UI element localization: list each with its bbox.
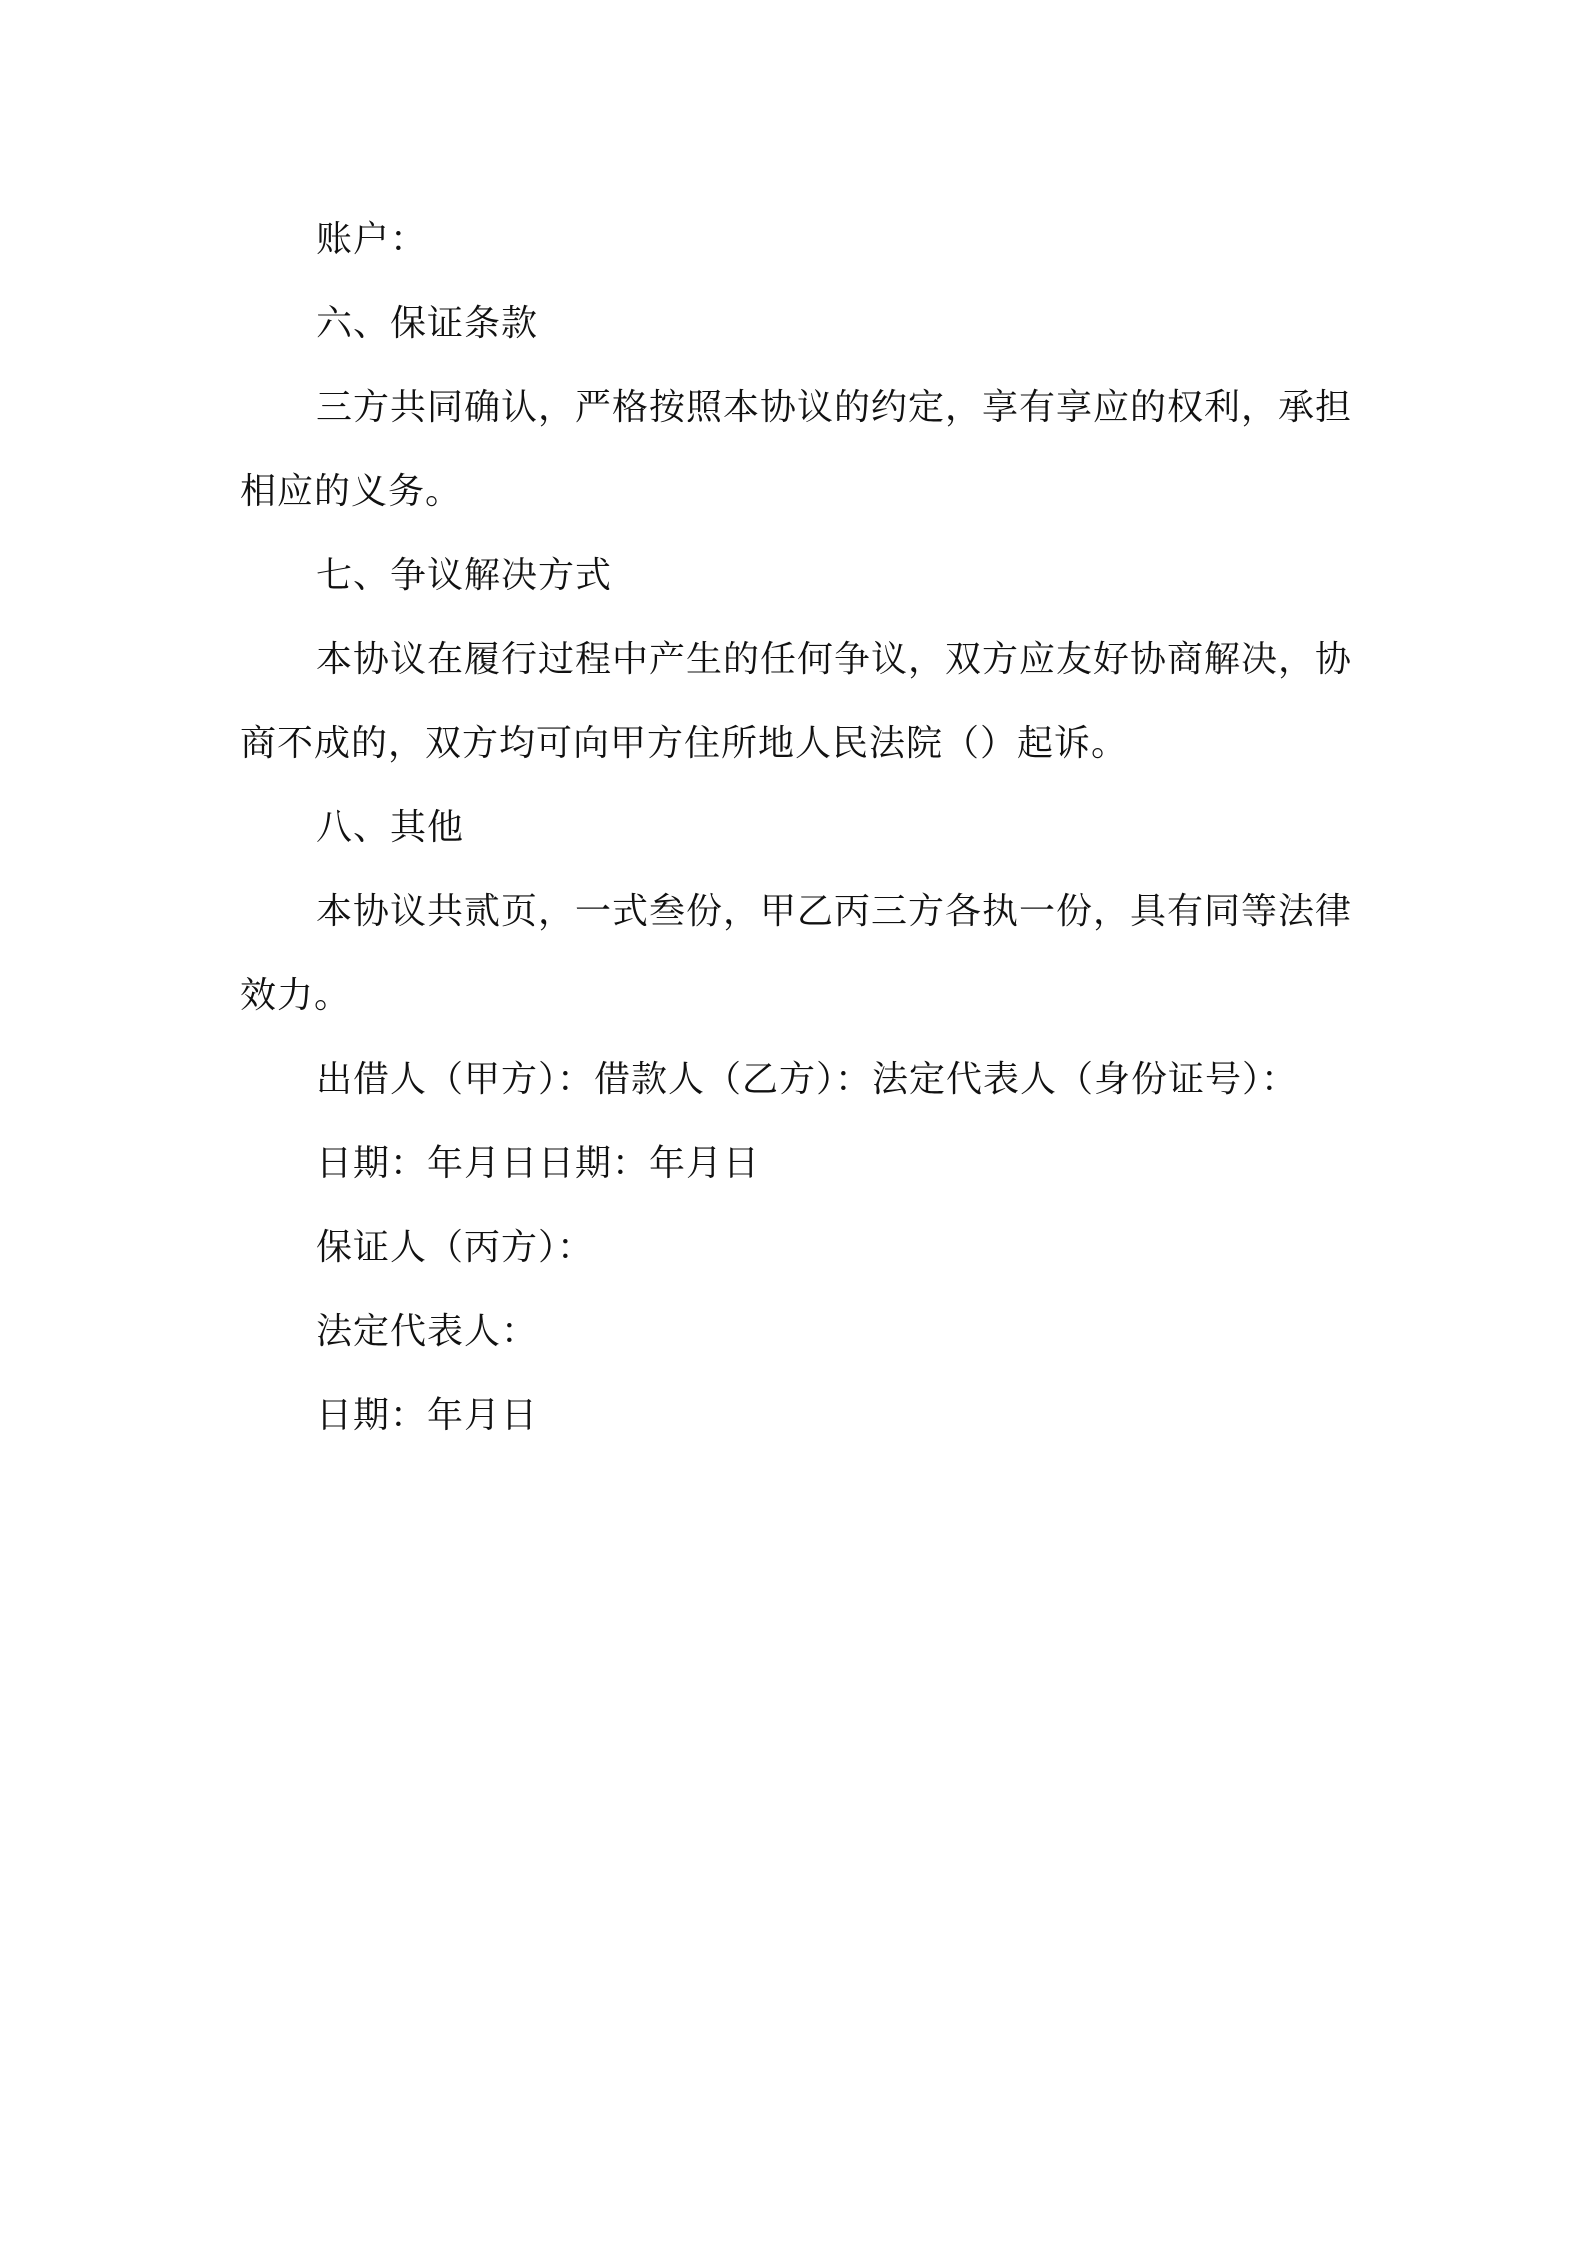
section7-body-line2: 商不成的，双方均可向甲方住所地人民法院（）起诉。 [240, 723, 1129, 764]
account-label: 账户： [316, 219, 428, 260]
section8-heading: 八、其他 [316, 807, 465, 848]
section6-body [240, 366, 1360, 534]
signature-date-line-2: 日期：年月日 [316, 1395, 539, 1436]
section8-body-line2: 效力。 [240, 975, 352, 1016]
section8-body [240, 870, 1360, 1038]
section7-heading: 七、争议解决方式 [316, 555, 613, 596]
section7-body-line1: 本协议在履行过程中产生的任何争议，双方应友好协商解决，协 [316, 639, 1353, 680]
signature-date-line-1: 日期：年月日日期：年月日 [316, 1143, 761, 1184]
section7-body [240, 618, 1360, 786]
section6-heading: 六、保证条款 [316, 303, 539, 344]
document-content [240, 198, 1360, 1458]
signature-guarantor: 保证人（丙方）： [316, 1227, 595, 1268]
signature-parties-line: 出借人（甲方）：借款人（乙方）：法定代表人（身份证号）： [316, 1059, 1299, 1100]
section8-body-line1: 本协议共贰页，一式叁份，甲乙丙三方各执一份，具有同等法律 [316, 891, 1353, 932]
section6-body-line2: 相应的义务。 [240, 471, 463, 512]
section6-body-line1: 三方共同确认，严格按照本协议的约定，享有享应的权利，承担 [316, 387, 1353, 428]
signature-legal-rep: 法定代表人： [316, 1311, 539, 1352]
